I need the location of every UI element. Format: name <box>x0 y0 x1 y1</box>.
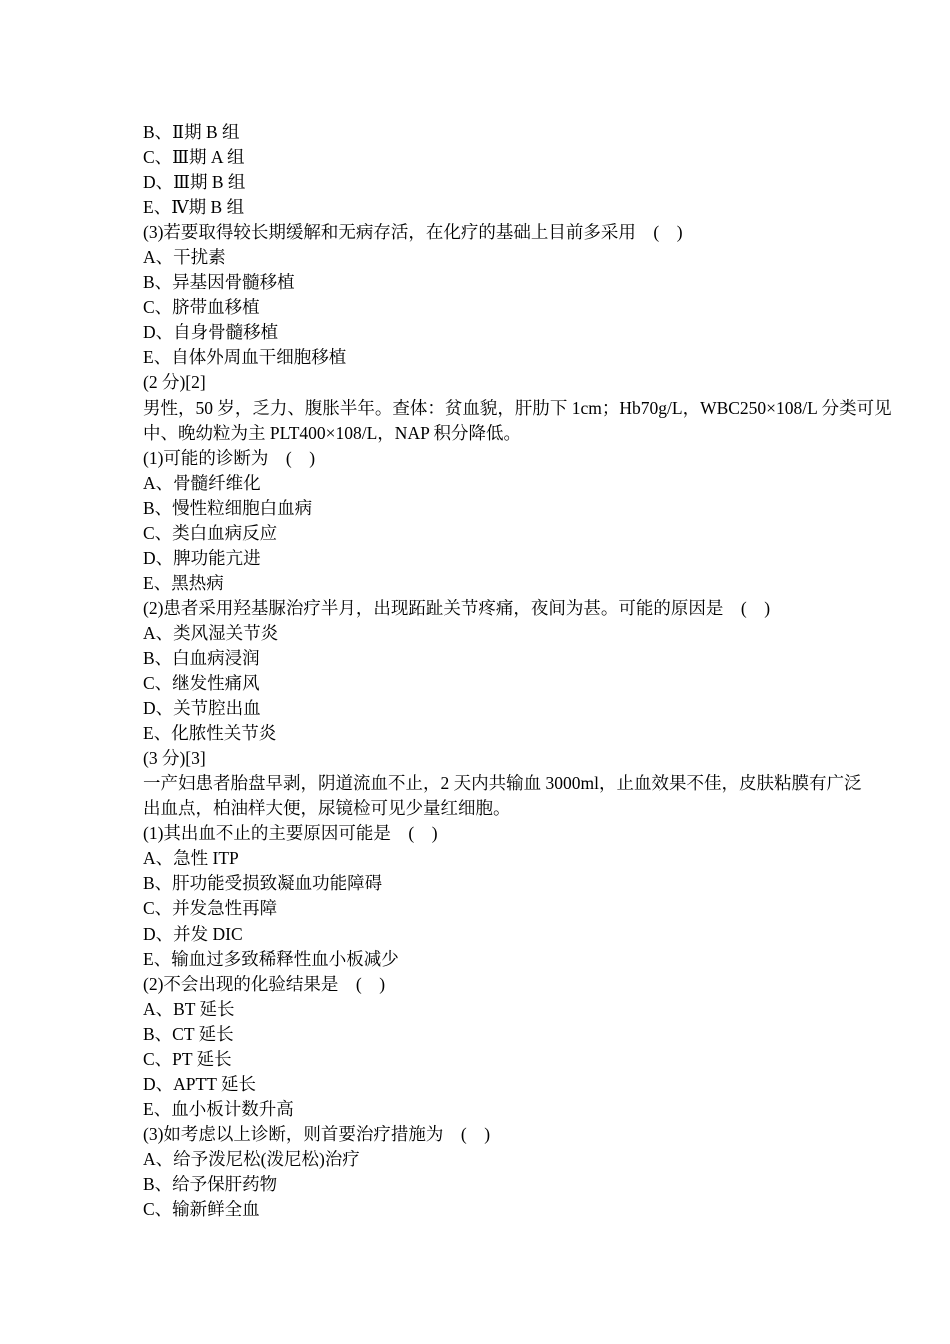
question-line: (3)若要取得较长期缓解和无病存活，在化疗的基础上目前多采用 ( ) <box>143 222 683 243</box>
option-line: C、类白血病反应 <box>143 522 278 543</box>
option-line: A、急性 ITP <box>143 848 239 869</box>
option-line: E、输血过多致稀释性血小板减少 <box>143 948 399 969</box>
option-line: A、骨髓纤维化 <box>143 472 261 493</box>
question-line: (2)患者采用羟基脲治疗半月，出现跖趾关节疼痛，夜间为甚。可能的原因是 ( ) <box>143 597 771 618</box>
option-line: E、黑热病 <box>143 572 224 593</box>
question-line: (1)可能的诊断为 ( ) <box>143 447 316 468</box>
question-line: (1)其出血不止的主要原因可能是 ( ) <box>143 823 438 844</box>
option-line: B、给予保肝药物 <box>143 1173 278 1194</box>
option-line: A、类风湿关节炎 <box>143 622 279 643</box>
option-line: B、异基因骨髓移植 <box>143 272 295 293</box>
option-line: E、Ⅳ期 B 组 <box>143 197 245 218</box>
option-line: D、APTT 延长 <box>143 1073 256 1094</box>
document-body <box>143 120 892 1222</box>
score-line: (2 分)[2] <box>143 372 206 393</box>
option-line: D、自身骨髓移植 <box>143 322 279 343</box>
case-line: 中、晚幼粒为主 PLT400×108/L，NAP 积分降低。 <box>143 422 522 443</box>
option-line: B、肝功能受损致凝血功能障碍 <box>143 873 383 894</box>
option-line: B、白血病浸润 <box>143 647 260 668</box>
option-line: C、脐带血移植 <box>143 297 260 318</box>
option-line: D、并发 DIC <box>143 923 243 944</box>
option-line: E、化脓性关节炎 <box>143 723 277 744</box>
option-line: C、Ⅲ期 A 组 <box>143 147 245 168</box>
option-line: C、PT 延长 <box>143 1048 232 1069</box>
option-line: B、Ⅱ期 B 组 <box>143 122 240 142</box>
question-line: (3)如考虑以上诊断，则首要治疗措施为 ( ) <box>143 1123 491 1144</box>
option-line: D、脾功能亢进 <box>143 547 261 568</box>
case-line: 男性，50 岁，乏力、腹胀半年。查体：贫血貌，肝肋下 1cm；Hb70g/L，WBC250×108/L 分类可见 <box>143 397 892 418</box>
question-line: (2)不会出现的化验结果是 ( ) <box>143 973 386 994</box>
option-line: B、CT 延长 <box>143 1023 234 1044</box>
option-line: C、输新鲜全血 <box>143 1199 260 1220</box>
option-line: D、Ⅲ期 B 组 <box>143 172 246 193</box>
option-line: B、慢性粒细胞白血病 <box>143 497 313 518</box>
option-line: A、给予泼尼松(泼尼松)治疗 <box>143 1148 360 1169</box>
option-line: C、并发急性再障 <box>143 898 278 919</box>
option-line: E、血小板计数升高 <box>143 1098 294 1119</box>
option-line: A、干扰素 <box>143 247 226 268</box>
option-line: D、关节腔出血 <box>143 698 261 719</box>
option-line: A、BT 延长 <box>143 998 235 1019</box>
case-line: 出血点，柏油样大便，尿镜检可见少量红细胞。 <box>143 798 511 819</box>
case-line: 一产妇患者胎盘早剥，阴道流血不止，2 天内共输血 3000ml，止血效果不佳，皮肤粘膜有广泛 <box>143 773 862 794</box>
option-line: C、继发性痛风 <box>143 673 260 694</box>
score-line: (3 分)[3] <box>143 748 206 769</box>
option-line: E、自体外周血干细胞移植 <box>143 347 347 368</box>
